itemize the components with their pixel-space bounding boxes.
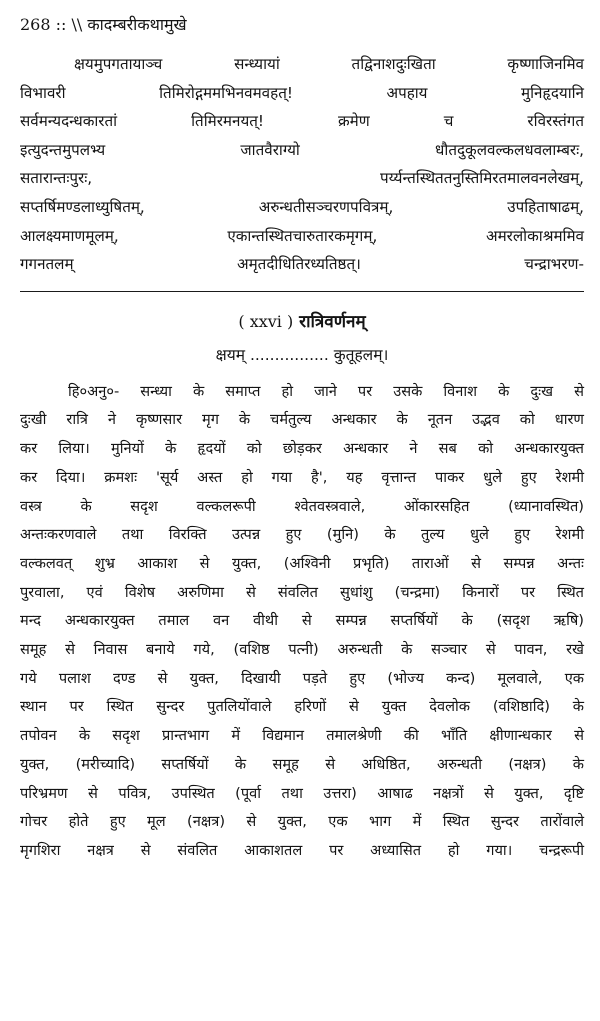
section-number: ( xxvi ) [238,311,294,331]
hindi-line: गोचर होते हुए मूल (नक्षत्र) से युक्त, एक भाग में स्थित सुन्दर तारोंवाले [20,813,584,831]
hindi-line: मन्द अन्धकारयुक्त तमाल वन वीथी से सम्पन्न सप्तर्षियों के (सदृश ऋषि) [20,612,584,630]
section-heading [20,308,584,336]
header-separator: :: \\ [50,15,88,34]
hindi-line: कर लिया। मुनियों के हृदयों को छोड़कर अन्धकार ने सब को अन्धकारयुक्त [20,440,584,458]
book-page [20,14,584,866]
sanskrit-line: गगनतलम् अमृतदीधितिरध्यतिष्ठत्। चन्द्राभरण- [20,255,584,274]
hindi-line: वस्त्र के सदृश वल्कलरूपी श्वेतवस्त्रवाले, ओंकारसहित (ध्यानावस्थित) [20,497,584,515]
section-divider [20,291,584,292]
hindi-line: समूह से निवास बनाये गये, (वशिष्ठ पत्नी) अरुन्धती के सञ्चार से पावन, रखे [20,641,584,659]
hindi-line: परिभ्रमण से पवित्र, उपस्थित (पूर्वा तथा उत्तरा) आषाढ नक्षत्रों से युक्त, दृष्टि [20,784,584,802]
sanskrit-line: सतारान्तःपुरः, पर्य्यन्तस्थिततनुस्तिमिरतमालवनलेखम्, [20,169,584,188]
sanskrit-line: सप्तर्षिमण्डलाध्युषितम्, अरुन्धतीसञ्चरणपवित्रम्, उपहिताषाढम्, [20,197,584,216]
sanskrit-line: क्षयमुपगतायाञ्च सन्ध्यायां तद्विनाशदुःखिता कृष्णाजिनमिव [74,55,584,73]
hindi-line: मृगशिरा नक्षत्र से संवलित आकाशतल पर अध्यासित हो गया। चन्द्ररूपी [20,842,584,859]
sanskrit-line: सर्वमन्यदन्धकारतां तिमिरमनयत्! क्रमेण च रविरस्तंगत [20,112,584,131]
sanskrit-line: आलक्ष्यमाणमूलम्, एकान्तस्थितचारुतारकमृगम्, अमरलोकाश्रममिव [20,226,584,245]
hindi-line: गये पलाश दण्ड से युक्त, दिखायी पड़ते हुए (भोज्य कन्द) मूलवाले, एक [20,669,584,687]
page-number: 268 [20,15,51,34]
hindi-line: स्थान पर स्थित सुन्दर पुतलियोंवाले हरिणों से युक्त देवलोक (वशिष्ठादि) के [20,698,584,716]
hindi-line: युक्त, (मरीच्यादि) सप्तर्षियों के समूह से अधिष्ठित, अरुन्धती (नक्षत्र) के [20,755,584,773]
hindi-line: अन्तःकरणवाले तथा विरक्ति उत्पन्न हुए (मुनि) के तुल्य धुले हुए रेशमी [20,526,584,544]
hindi-line: हि०अनु०- सन्ध्या के समाप्त हो जाने पर उसके विनाश के दुःख से [68,382,584,400]
hindi-line: पुरवाला, एवं विशेष अरुणिमा से संवलित सुधांशु (चन्द्रमा) किनारों पर स्थित [20,583,584,601]
sanskrit-line: इत्युदन्तमुपलभ्य जातवैराग्यो धौतदुकूलवल्कलधवलाम्बरः, [20,140,584,159]
hindi-line: दुःखी रात्रि ने कृष्णसार मृग के चर्मतुल्य अन्धकार के नूतन उद्भव को धारण [20,411,584,429]
hindi-line: तपोवन के सदृश प्रान्तभाग में विद्यमान तमालश्रेणी की भाँति क्षीणान्धकार से [20,727,584,745]
section-title: रात्रिवर्णनम् [299,311,366,332]
hindi-translation [20,378,584,866]
sanskrit-passage [20,50,584,279]
hindi-line: कर दिया। क्रमशः 'सूर्य अस्त हो गया है', यह वृत्तान्त पाकर धुले हुए रेशमी [20,468,584,486]
running-head [20,14,584,38]
section-summary: क्षयम् ................ कुतूहलम्। [215,345,389,364]
hindi-line: वल्कलवत् शुभ्र आकाश से युक्त, (अश्विनी प्रभृति) ताराओं से सम्पन्न अन्तः [20,554,584,572]
book-title: कादम्बरीकथामुखे [87,15,187,34]
sanskrit-line: विभावरी तिमिरोद्गममभिनवमवहत्! अपहाय मुनिहृदयानि [20,83,584,102]
